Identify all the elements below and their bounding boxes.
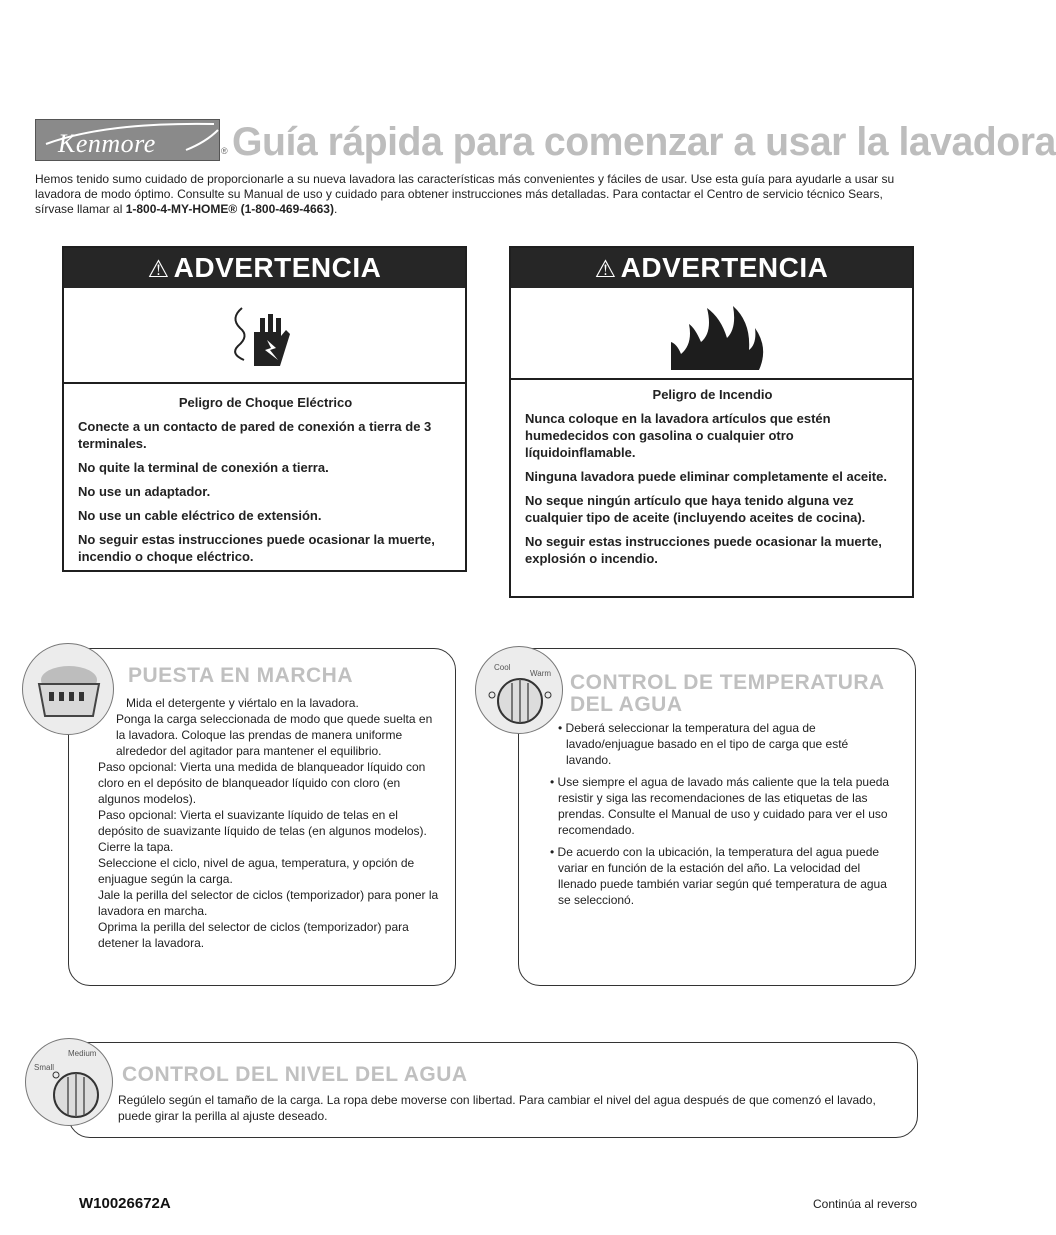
fire-line: No seguir estas instrucciones puede ocasionar la muerte, explosión o incendio. bbox=[525, 534, 882, 566]
warning-triangle-icon: ⚠ bbox=[147, 256, 170, 283]
temperature-bullet: • Use siempre el agua de lavado más caliente que la tela pueda resistir y siga las recomendaciones de las etiquetas de las prendas. Consulte el Manual de uso y cuidado para ver el uso recomendado. bbox=[550, 775, 890, 837]
startup-step: Cierre la tapa. bbox=[98, 840, 174, 854]
shock-line: No seguir estas instrucciones puede ocasionar la muerte, incendio o choque eléctrico. bbox=[78, 532, 435, 564]
level-dial-drawing bbox=[26, 1039, 114, 1127]
page-title: Guía rápida para comenzar a usar la lavadora bbox=[232, 120, 1056, 164]
shock-line: No use un cable eléctrico de extensión. bbox=[78, 508, 322, 523]
temperature-bullet-text: De acuerdo con la ubicación, la temperatura del agua puede variar en función de la estación del año. La velocidad del llenado puede también variar según qué temperatura de agua se seleccionó. bbox=[557, 845, 887, 907]
startup-step: Jale la perilla del selector de ciclos (temporizador) para poner la lavadora en marcha. bbox=[98, 888, 439, 918]
warning-header bbox=[511, 248, 912, 288]
water-level-text: Regúlelo según el tamaño de la carga. La ropa debe moverse con libertad. Para cambiar el nivel del agua después de que comenzó el lavado, puede girar la perilla al ajuste deseado. bbox=[118, 1093, 876, 1123]
startup-step: Seleccione el ciclo, nivel de agua, temperatura, y opción de enjuague según la carga. bbox=[98, 856, 415, 886]
shock-line: Conecte a un contacto de pared de conexión a tierra de 3 terminales. bbox=[78, 419, 432, 451]
fire-pictogram-area bbox=[511, 288, 912, 380]
water-level-dial-icon bbox=[25, 1038, 113, 1126]
startup-title: PUESTA EN MARCHA bbox=[128, 664, 354, 687]
brand-name: Kenmore bbox=[58, 129, 156, 158]
fire-hazard-title: Peligro de Incendio bbox=[652, 387, 773, 402]
intro-end: . bbox=[333, 202, 338, 216]
warning-triangle-icon: ⚠ bbox=[594, 256, 617, 283]
shock-warning-box bbox=[62, 246, 467, 572]
shock-pictogram-area bbox=[64, 288, 465, 384]
startup-step: Paso opcional: Vierta el suavizante líquido de telas en el depósito de suavizante líquido de telas (en algunos modelos). bbox=[98, 808, 427, 838]
electric-shock-icon bbox=[64, 288, 465, 382]
temperature-bullet: • Deberá seleccionar la temperatura del agua de lavado/enjuague basado en el tipo de carga que esté lavando. bbox=[558, 721, 849, 767]
water-level-title: CONTROL DEL NIVEL DEL AGUA bbox=[122, 1063, 468, 1086]
startup-steps bbox=[98, 695, 443, 951]
startup-step: Oprima la perilla del selector de ciclos (temporizador) para detener la lavadora. bbox=[98, 920, 409, 950]
startup-step: Ponga la carga seleccionada de modo que quede suelta en la lavadora. Coloque las prendas de manera uniforme alrededor del agitador para mantener el equilibrio. bbox=[116, 712, 433, 758]
warning-header bbox=[64, 248, 465, 288]
dial-medium-label: Medium bbox=[68, 1049, 97, 1058]
shock-warning-text bbox=[78, 394, 453, 572]
fire-line: No seque ningún artículo que haya tenido alguna vez cualquier tipo de aceite (incluyendo aceites de cocina). bbox=[525, 493, 866, 525]
temperature-bullet: • De acuerdo con la ubicación, la temperatura del agua puede variar en función de la estación del año. La velocidad del llenado puede también variar según qué temperatura de agua se seleccionó. bbox=[550, 845, 887, 907]
continue-note: Continúa al reverso bbox=[813, 1197, 918, 1211]
fire-icon bbox=[511, 288, 912, 378]
shock-line: No quite la terminal de conexión a tierra. bbox=[78, 460, 329, 475]
temperature-bullet-text: Use siempre el agua de lavado más caliente que la tela pueda resistir y siga las recomendaciones de las etiquetas de las prendas. Consulte el Manual de uso y cuidado para ver el uso recomendado. bbox=[557, 775, 890, 837]
document-code: W10026672A bbox=[79, 1195, 171, 1212]
registered-mark: ® bbox=[221, 146, 228, 156]
fire-warning-box bbox=[509, 246, 914, 598]
fire-line: Nunca coloque en la lavadora artículos que estén humedecidos con gasolina o cualquier otro líquidoinflamable. bbox=[525, 411, 831, 460]
kenmore-logo bbox=[35, 119, 220, 161]
temperature-bullet-text: Deberá seleccionar la temperatura del agua de lavado/enjuague basado en el tipo de carga que esté lavando. bbox=[565, 721, 849, 767]
fire-warning-text bbox=[525, 386, 900, 574]
temperature-title-line: DEL AGUA bbox=[570, 693, 683, 716]
startup-step: Mida el detergente y viértalo en la lavadora. bbox=[126, 696, 359, 710]
service-phone: 1-800-4-MY-HOME® (1-800-469-4663) bbox=[125, 202, 334, 216]
dial-warm-label: Warm bbox=[530, 669, 552, 678]
temperature-title bbox=[570, 672, 885, 716]
fire-line: Ninguna lavadora puede eliminar completamente el aceite. bbox=[525, 469, 887, 484]
dial-cool-label: Cool bbox=[494, 663, 511, 672]
intro-text: Hemos tenido sumo cuidado de proporcionarle a su nueva lavadora las características más convenientes y fáciles de usar. Use esta guía para ayudarle a usar su lavadora de modo óptimo. Consulte su Manual de uso y cuidado para obtener instrucciones más detalladas. Para contactar el Centro de servicio técnico Sears, sírvase llamar al bbox=[35, 172, 895, 216]
warning-heading: ADVERTENCIA bbox=[173, 252, 382, 283]
dial-small-label: Small bbox=[34, 1063, 55, 1072]
temperature-bullets bbox=[548, 720, 893, 908]
shock-line: No use un adaptador. bbox=[78, 484, 211, 499]
startup-step: Paso opcional: Vierta una medida de blanqueador líquido con cloro en el depósito de blanqueador líquido con cloro (en algunos modelos). bbox=[98, 760, 426, 806]
intro-paragraph bbox=[35, 172, 915, 217]
shock-hazard-title: Peligro de Choque Eléctrico bbox=[178, 395, 353, 410]
temperature-title-line: CONTROL DE TEMPERATURA bbox=[570, 671, 885, 694]
warning-heading: ADVERTENCIA bbox=[620, 252, 829, 283]
